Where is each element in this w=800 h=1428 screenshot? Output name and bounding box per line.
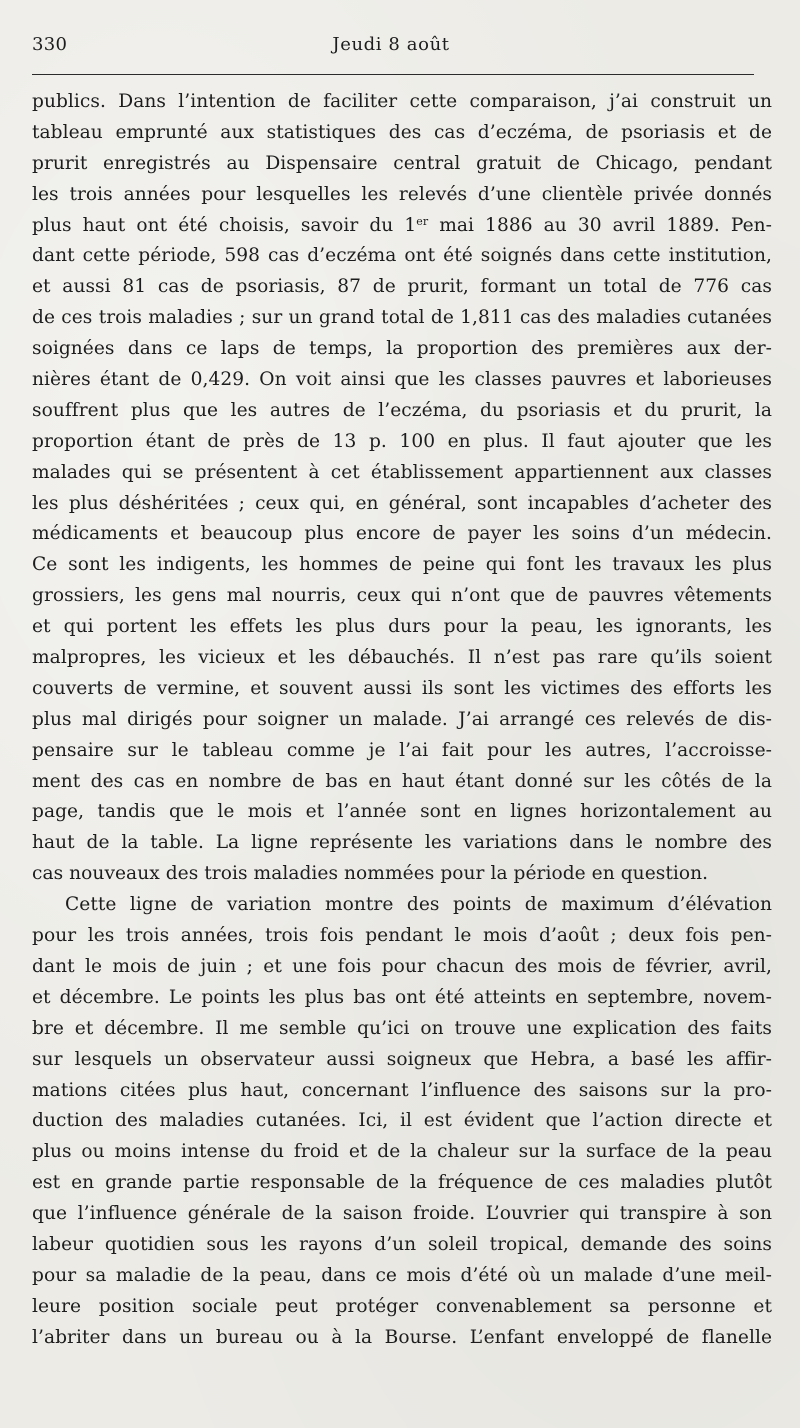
text-line: duction des maladies cutanées. Ici, il est évident que l’action directe et xyxy=(32,1110,772,1132)
text-line: que l’influence générale de la saison froide. L’ouvrier qui transpire à son xyxy=(32,1203,772,1225)
text-line: bre et décembre. Il me semble qu’ici on trouve une explication des faits xyxy=(32,1017,772,1039)
text-line: et décembre. Le points les plus bas ont été atteints en septembre, novem- xyxy=(32,986,772,1008)
paragraph-2 xyxy=(32,890,772,1353)
text-line: cas nouveaux des trois maladies nommées pour la période en question. xyxy=(32,863,709,885)
text-line: Cette ligne de variation montre des points de maximum d’élévation xyxy=(65,894,772,916)
text-line: souffrent plus que les autres de l’eczéma, du psoriasis et du prurit, la xyxy=(32,399,772,421)
paragraph-1 xyxy=(32,87,772,890)
text-line: malades qui se présentent à cet établissement appartiennent aux classes xyxy=(32,461,772,483)
text-line: plus ou moins intense du froid et de la chaleur sur la surface de la peau xyxy=(32,1141,772,1163)
text-line: médicaments et beaucoup plus encore de payer les soins d’un médecin. xyxy=(32,523,772,545)
text-line: leure position sociale peut protéger convenablement sa personne et xyxy=(32,1295,772,1317)
text-line: couverts de vermine, et souvent aussi ils sont les victimes des efforts les xyxy=(32,677,772,699)
text-line: labeur quotidien sous les rayons d’un soleil tropical, demande des soins xyxy=(32,1233,772,1255)
text-line: pensaire sur le tableau comme je l’ai fait pour les autres, l’accroisse- xyxy=(32,739,772,761)
text-line: et qui portent les effets les plus durs pour la peau, les ignorants, les xyxy=(32,616,772,638)
page-header xyxy=(32,34,750,60)
text-line: soignées dans ce laps de temps, la proportion des premières aux der- xyxy=(32,338,772,360)
running-head: Jeudi 8 août xyxy=(332,34,450,55)
text-line: ment des cas en nombre de bas en haut étant donné sur les côtés de la xyxy=(32,770,772,792)
text-line: plus haut ont été choisis, savoir du 1er mai 1886 au 30 avril 1889. Pen- xyxy=(32,214,773,236)
text-line: et aussi 81 cas de psoriasis, 87 de prurit, formant un total de 776 cas xyxy=(32,276,772,298)
text-line: pour les trois années, trois fois pendant le mois d’août ; deux fois pen- xyxy=(32,925,772,947)
text-line: les trois années pour lesquelles les relevés d’une clientèle privée donnés xyxy=(32,183,772,205)
text-line: nières étant de 0,429. On voit ainsi que les classes pauvres et laborieuses xyxy=(32,369,772,391)
text-line: Ce sont les indigents, les hommes de peine qui font les travaux les plus xyxy=(32,554,772,576)
page-number: 330 xyxy=(32,34,68,55)
text-line: mations citées plus haut, concernant l’influence des saisons sur la pro- xyxy=(32,1079,772,1101)
text-line: haut de la table. La ligne représente les variations dans le nombre des xyxy=(32,832,772,854)
ordinal-superscript: er xyxy=(416,214,429,228)
text-line: plus mal dirigés pour soigner un malade. J’ai arrangé ces relevés de dis- xyxy=(32,708,772,730)
text-line: tableau emprunté aux statistiques des cas d’eczéma, de psoriasis et de xyxy=(32,121,772,143)
text-line: de ces trois maladies ; sur un grand total de 1,811 cas des maladies cutanées xyxy=(32,307,772,329)
text-line: malpropres, les vicieux et les débauchés. Il n’est pas rare qu’ils soient xyxy=(32,647,772,669)
body-text xyxy=(32,87,772,1354)
header-rule xyxy=(32,74,754,75)
text-line: publics. Dans l’intention de faciliter cette comparaison, j’ai construit un xyxy=(32,91,772,112)
text-line: pour sa maladie de la peau, dans ce mois d’été où un malade d’une meil- xyxy=(32,1264,772,1286)
text-line: les plus déshéritées ; ceux qui, en général, sont incapables d’acheter des xyxy=(32,492,772,514)
text-line: page, tandis que le mois et l’année sont en lignes horizontalement au xyxy=(32,801,772,823)
text-line: l’abriter dans un bureau ou à la Bourse. L’enfant enveloppé de flanelle xyxy=(32,1326,772,1348)
text-line: grossiers, les gens mal nourris, ceux qui n’ont que de pauvres vêtements xyxy=(32,585,772,607)
text-line: sur lesquels un observateur aussi soigneux que Hebra, a basé les affir- xyxy=(32,1048,772,1070)
text-line: prurit enregistrés au Dispensaire central gratuit de Chicago, pendant xyxy=(32,152,772,174)
text-line: dant le mois de juin ; et une fois pour chacun des mois de février, avril, xyxy=(32,955,772,977)
text-line: est en grande partie responsable de la fréquence de ces maladies plutôt xyxy=(32,1172,772,1194)
text-line: dant cette période, 598 cas d’eczéma ont été soignés dans cette institution, xyxy=(32,245,772,267)
text-line: proportion étant de près de 13 p. 100 en plus. Il faut ajouter que les xyxy=(32,430,772,452)
